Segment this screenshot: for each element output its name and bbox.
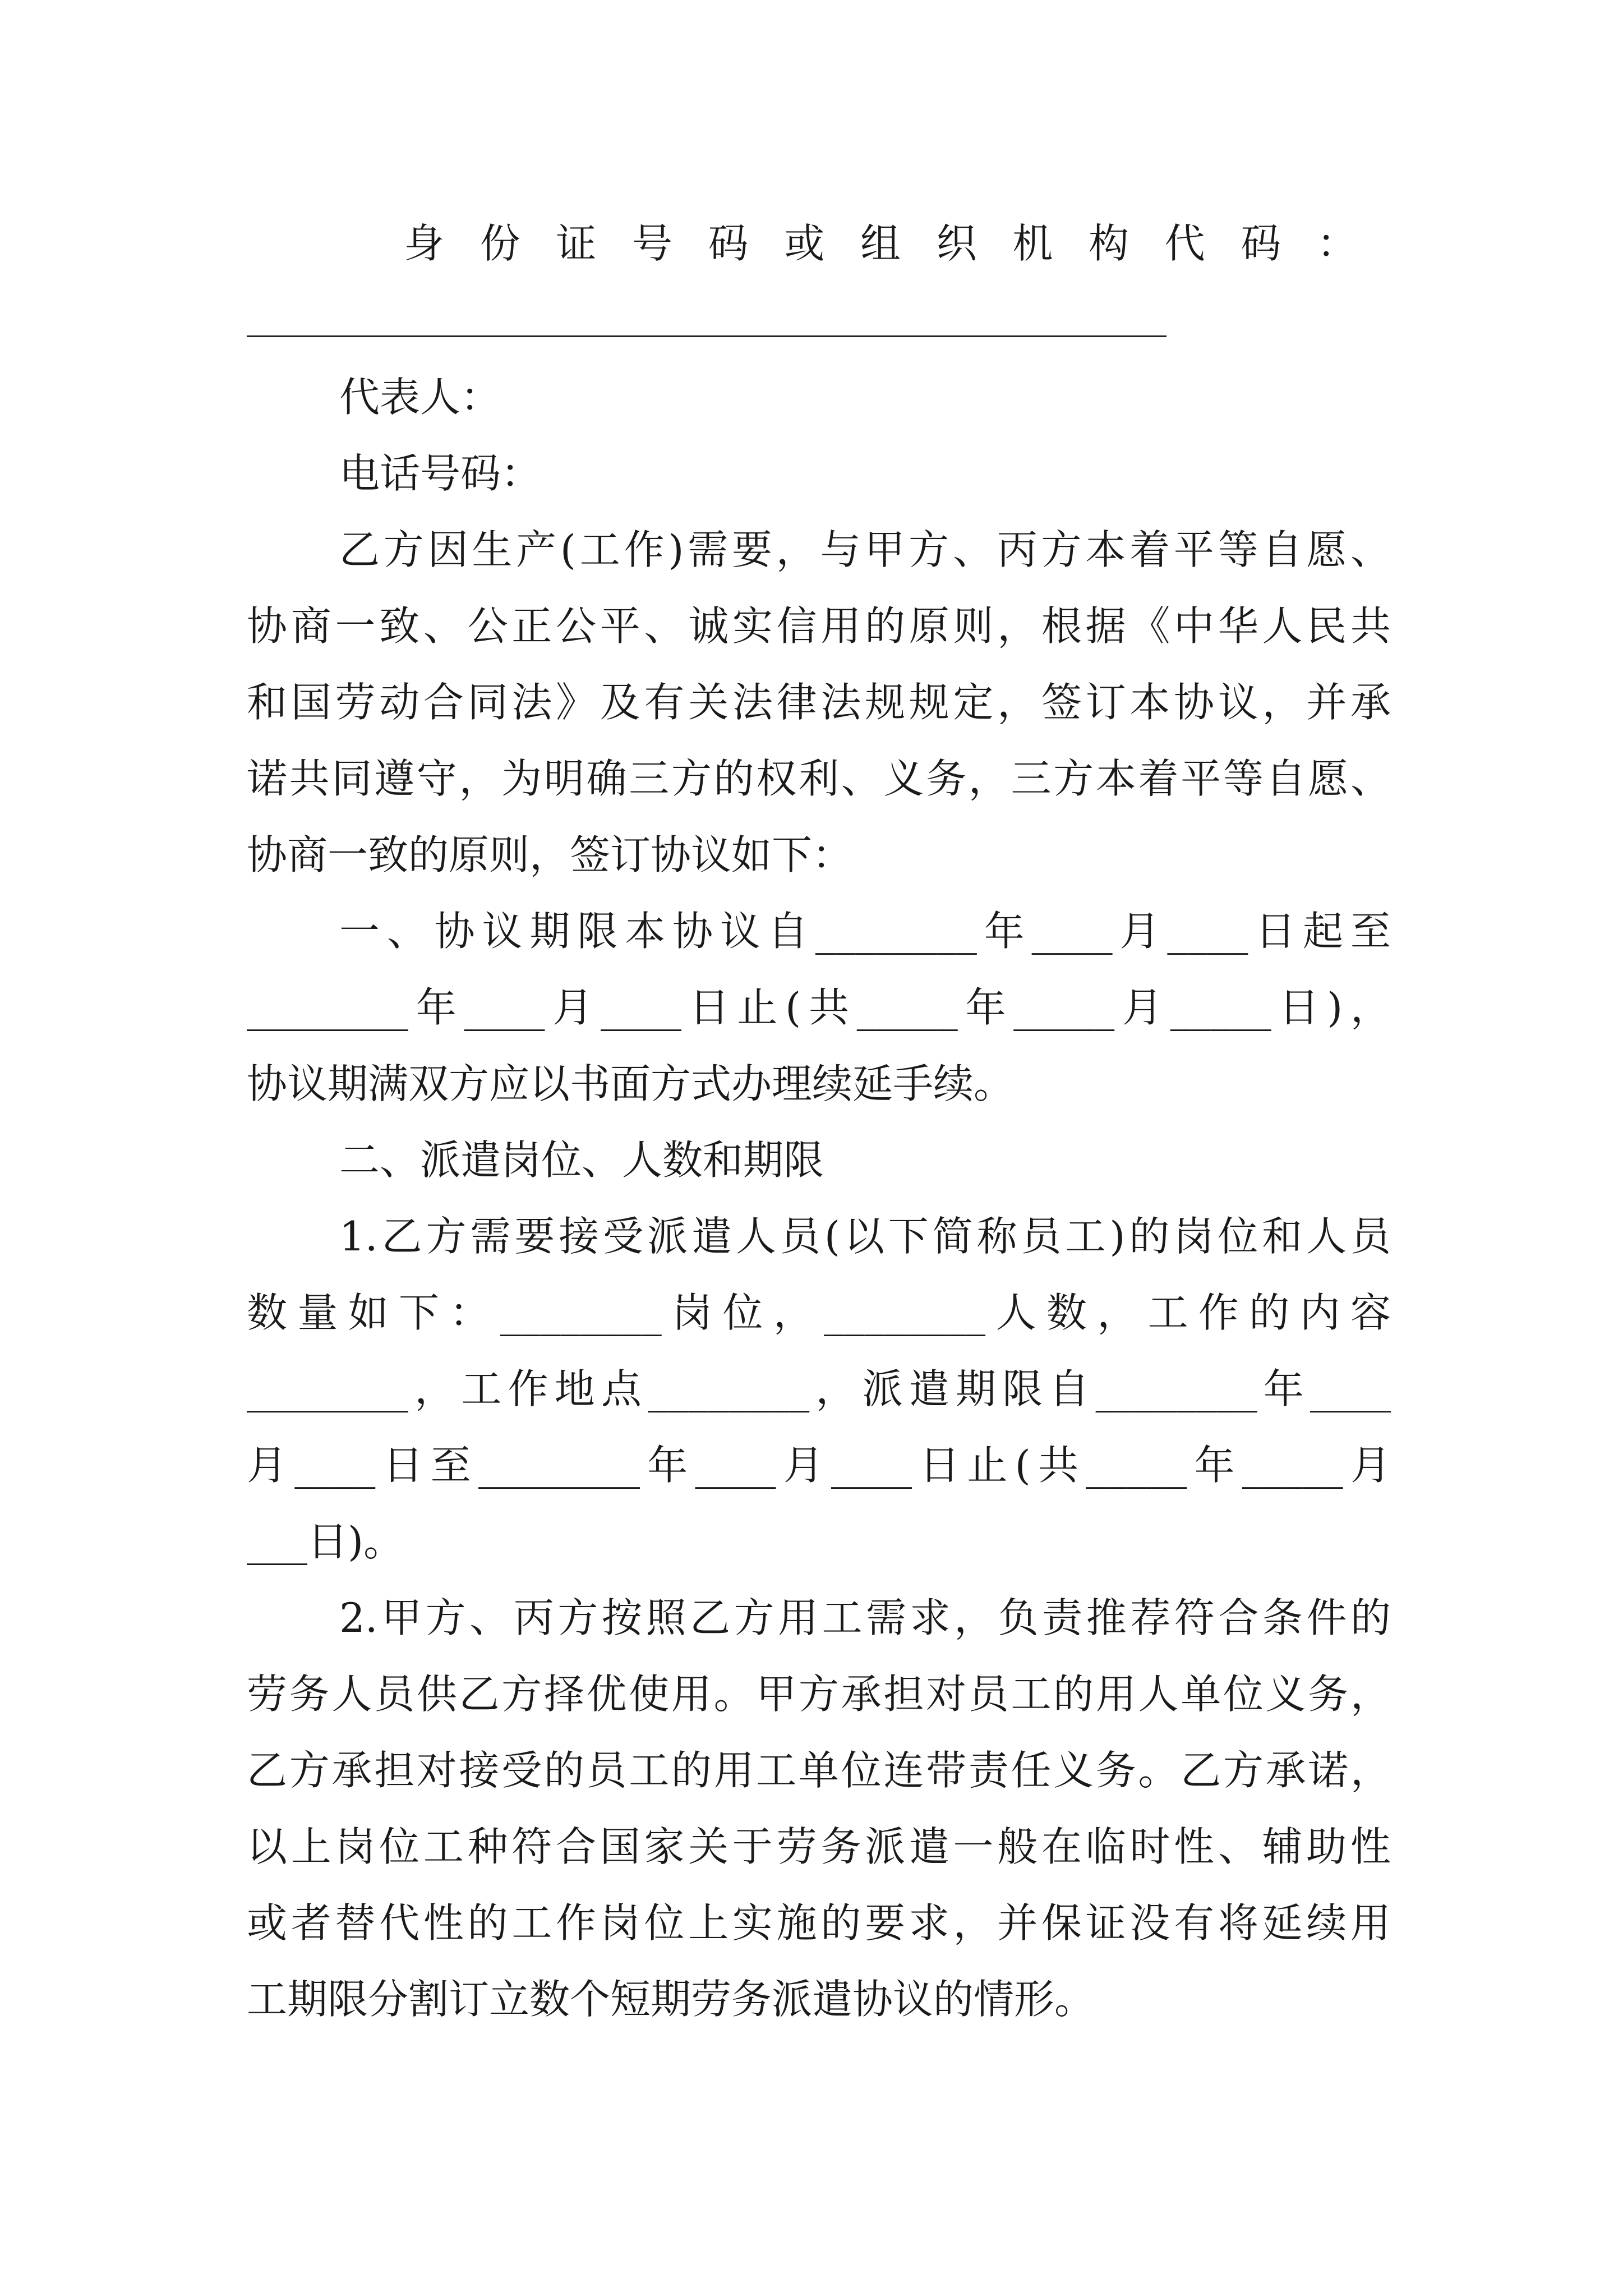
clause-2-line-1: 2.甲方、丙方按照乙方用工需求，负责推荐符合条件的 xyxy=(339,1594,1391,1641)
paragraph-intro-line-4: 诺共同遵守，为明确三方的权利、义务，三方本着平等自愿、 xyxy=(247,755,1391,802)
clause-2-line-3: 乙方承担对接受的员工的用工单位连带责任义务。乙方承诺， xyxy=(247,1747,1391,1794)
clause-2-line-6: 工期限分割订立数个短期劳务派遣协议的情形。 xyxy=(247,1976,1095,2023)
paragraph-intro-line-1: 乙方因生产(工作)需要，与甲方、丙方本着平等自愿、 xyxy=(339,526,1391,573)
clause-1-line-3: ________，工作地点________，派遣期限自________年____ xyxy=(247,1365,1391,1412)
term-clause-line-3: 协议期满双方应以书面方式办理续延手续。 xyxy=(247,1060,1015,1107)
representative-label: 代表人： xyxy=(339,374,501,421)
id-number-blank-line xyxy=(247,335,1166,337)
clause-1-line-4: 月____日至________年____月____日止(共_____年_____月 xyxy=(247,1442,1391,1489)
clause-1-line-5: ___日)。 xyxy=(247,1518,404,1565)
id-number-label: 身 份 证 号 码 或 组 织 机 构 代 码 ： xyxy=(404,220,1357,267)
clause-1-line-1: 1.乙方需要接受派遣人员(以下简称员工)的岗位和人员 xyxy=(339,1213,1391,1260)
clause-2-line-5: 或者替代性的工作岗位上实施的要求，并保证没有将延续用 xyxy=(247,1899,1391,1947)
paragraph-intro-line-3: 和国劳动合同法》及有关法律法规规定，签订本协议，并承 xyxy=(247,679,1391,726)
paragraph-intro-line-2: 协商一致、公正公平、诚实信用的原则，根据《中华人民共 xyxy=(247,602,1391,650)
phone-label: 电话号码： xyxy=(339,450,542,497)
section-2-heading: 二、派遣岗位、人数和期限 xyxy=(339,1137,824,1184)
term-clause-line-1: 一、协议期限本协议自________年____月____日起至 xyxy=(339,908,1391,955)
term-clause-line-2: ________年____月____日止(共_____年_____月_____日)， xyxy=(247,984,1391,1031)
clause-1-line-2: 数量如下：________岗位，________人数，工作的内容 xyxy=(247,1289,1391,1336)
clause-2-line-2: 劳务人员供乙方择优使用。甲方承担对员工的用人单位义务， xyxy=(247,1671,1391,1718)
clause-2-line-4: 以上岗位工种符合国家关于劳务派遣一般在临时性、辅助性 xyxy=(247,1823,1391,1870)
paragraph-intro-line-5: 协商一致的原则，签订协议如下： xyxy=(247,831,853,878)
